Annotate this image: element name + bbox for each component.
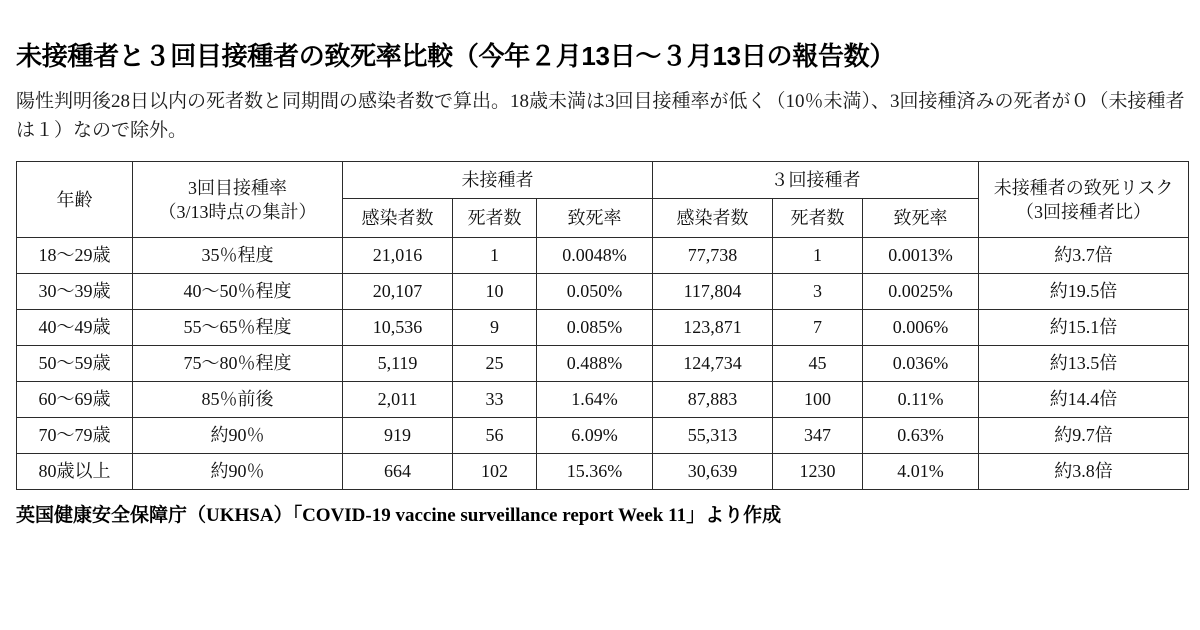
fatality-rate-comparison-table [16, 161, 1189, 490]
cell-risk: 約3.8倍 [979, 454, 1189, 490]
cell-unvax-cases: 10,536 [343, 310, 453, 346]
header-vax-cases: 感染者数 [653, 199, 773, 238]
cell-unvax-cfr: 0.488% [537, 346, 653, 382]
header-risk-ratio [979, 162, 1189, 238]
header-vax-deaths: 死者数 [773, 199, 863, 238]
cell-vax-deaths: 7 [773, 310, 863, 346]
table-header [17, 162, 1189, 238]
cell-unvax-cfr: 1.64% [537, 382, 653, 418]
cell-unvax-deaths: 102 [453, 454, 537, 490]
table-row [17, 274, 1189, 310]
cell-vax-cfr: 0.63% [863, 418, 979, 454]
cell-age: 70〜79歳 [17, 418, 133, 454]
table-row [17, 238, 1189, 274]
cell-age: 18〜29歳 [17, 238, 133, 274]
cell-unvax-cfr: 0.050% [537, 274, 653, 310]
page-title: 未接種者と３回目接種者の致死率比較（今年２月13日〜３月13日の報告数） [16, 41, 896, 71]
header-unvax-cases: 感染者数 [343, 199, 453, 238]
header-unvax-cfr: 致死率 [537, 199, 653, 238]
cell-vax-deaths: 347 [773, 418, 863, 454]
cell-vax-cases: 77,738 [653, 238, 773, 274]
cell-age: 80歳以上 [17, 454, 133, 490]
cell-unvax-cases: 2,011 [343, 382, 453, 418]
cell-age: 30〜39歳 [17, 274, 133, 310]
header-vax-cfr: 致死率 [863, 199, 979, 238]
header-risk-ratio-line2: （3回接種者比） [1016, 201, 1152, 222]
cell-booster-rate: 35％程度 [133, 238, 343, 274]
cell-booster-rate: 85％前後 [133, 382, 343, 418]
header-age: 年齢 [17, 162, 133, 238]
cell-vax-cases: 30,639 [653, 454, 773, 490]
header-risk-ratio-line1: 未接種者の致死リスク [993, 177, 1174, 198]
table-body [17, 238, 1189, 490]
cell-vax-deaths: 45 [773, 346, 863, 382]
cell-unvax-cases: 919 [343, 418, 453, 454]
cell-vax-cases: 55,313 [653, 418, 773, 454]
cell-unvax-deaths: 56 [453, 418, 537, 454]
cell-unvax-cases: 21,016 [343, 238, 453, 274]
cell-vax-cfr: 0.0013% [863, 238, 979, 274]
cell-vax-cfr: 0.006% [863, 310, 979, 346]
cell-unvax-cfr: 6.09% [537, 418, 653, 454]
table-row [17, 454, 1189, 490]
cell-booster-rate: 約90％ [133, 418, 343, 454]
header-group-vaccinated: ３回接種者 [653, 162, 979, 199]
cell-risk: 約13.5倍 [979, 346, 1189, 382]
cell-booster-rate: 40〜50％程度 [133, 274, 343, 310]
cell-unvax-deaths: 1 [453, 238, 537, 274]
cell-vax-cfr: 0.11% [863, 382, 979, 418]
cell-vax-deaths: 1 [773, 238, 863, 274]
table-row [17, 382, 1189, 418]
header-booster-rate-line2: （3/13時点の集計） [158, 201, 317, 222]
table-row [17, 418, 1189, 454]
cell-risk: 約14.4倍 [979, 382, 1189, 418]
cell-vax-deaths: 3 [773, 274, 863, 310]
cell-vax-cases: 117,804 [653, 274, 773, 310]
cell-risk: 約15.1倍 [979, 310, 1189, 346]
header-booster-rate-line1: 3回目接種率 [188, 177, 287, 198]
table-header-row-top [17, 162, 1189, 199]
header-unvax-deaths: 死者数 [453, 199, 537, 238]
cell-booster-rate: 55〜65％程度 [133, 310, 343, 346]
lead-paragraph: 陽性判明後28日以内の死者数と同期間の感染者数で算出。18歳未満は3回目接種率が低く（10％未満）、3回接種済みの死者が０（未接種者は１）なので除外。 [16, 90, 1185, 141]
cell-unvax-cases: 20,107 [343, 274, 453, 310]
cell-age: 50〜59歳 [17, 346, 133, 382]
cell-risk: 約3.7倍 [979, 238, 1189, 274]
table-row [17, 346, 1189, 382]
cell-age: 60〜69歳 [17, 382, 133, 418]
cell-vax-deaths: 1230 [773, 454, 863, 490]
cell-unvax-cfr: 0.0048% [537, 238, 653, 274]
cell-risk: 約9.7倍 [979, 418, 1189, 454]
cell-unvax-cases: 5,119 [343, 346, 453, 382]
header-group-unvaccinated: 未接種者 [343, 162, 653, 199]
cell-unvax-cases: 664 [343, 454, 453, 490]
cell-booster-rate: 75〜80％程度 [133, 346, 343, 382]
table-row [17, 310, 1189, 346]
cell-booster-rate: 約90％ [133, 454, 343, 490]
source-note: 英国健康安全保障庁（UKHSA）「COVID-19 vaccine surveillance report Week 11」より作成 [16, 505, 782, 527]
cell-unvax-deaths: 9 [453, 310, 537, 346]
cell-unvax-deaths: 33 [453, 382, 537, 418]
cell-unvax-cfr: 0.085% [537, 310, 653, 346]
cell-vax-cfr: 4.01% [863, 454, 979, 490]
cell-vax-deaths: 100 [773, 382, 863, 418]
cell-risk: 約19.5倍 [979, 274, 1189, 310]
cell-unvax-deaths: 10 [453, 274, 537, 310]
cell-vax-cases: 87,883 [653, 382, 773, 418]
header-booster-rate [133, 162, 343, 238]
cell-unvax-cfr: 15.36% [537, 454, 653, 490]
cell-vax-cases: 123,871 [653, 310, 773, 346]
cell-age: 40〜49歳 [17, 310, 133, 346]
cell-vax-cfr: 0.036% [863, 346, 979, 382]
cell-vax-cfr: 0.0025% [863, 274, 979, 310]
cell-vax-cases: 124,734 [653, 346, 773, 382]
cell-unvax-deaths: 25 [453, 346, 537, 382]
